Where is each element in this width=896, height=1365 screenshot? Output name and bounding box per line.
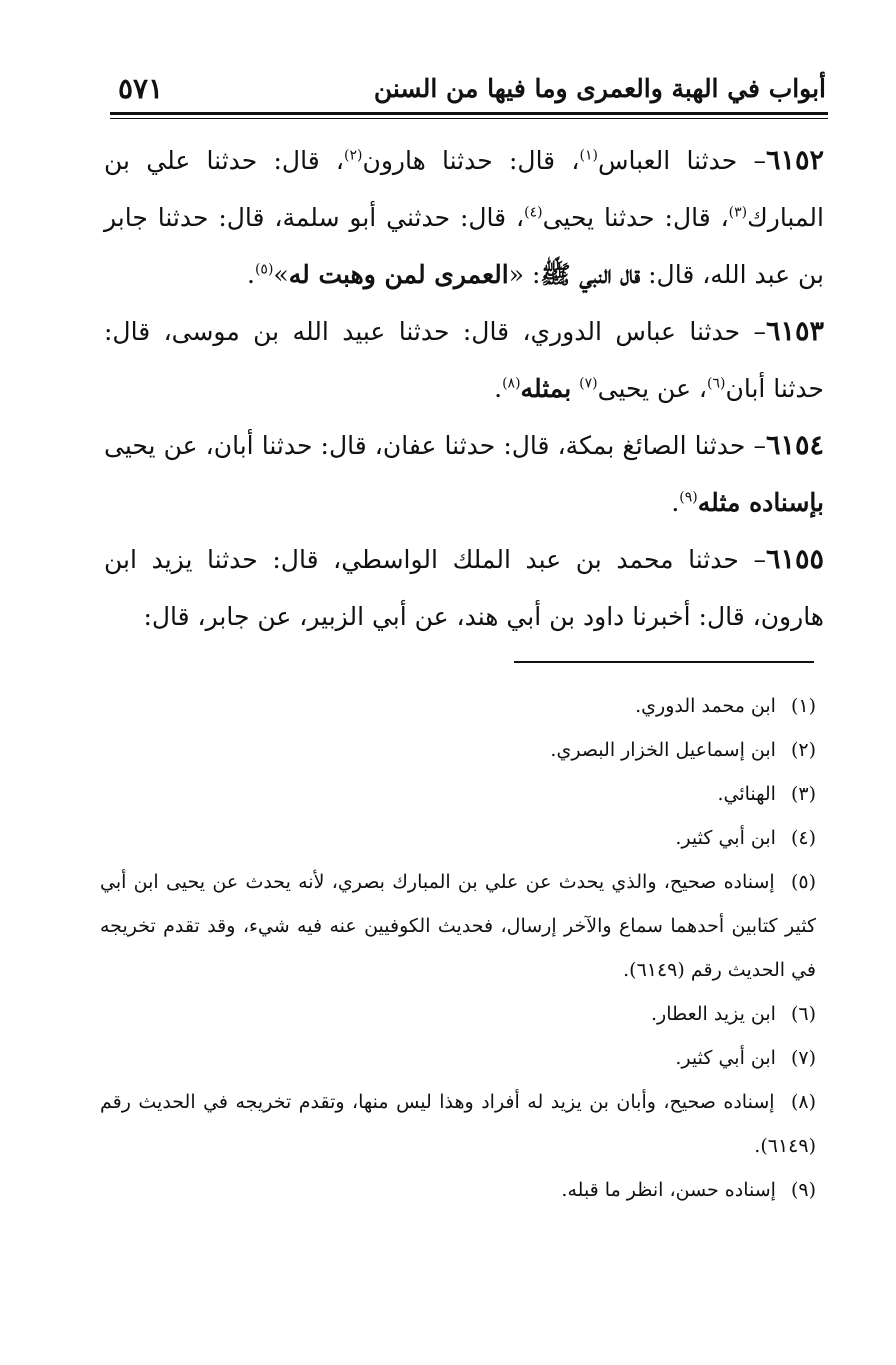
footnote-ref: (١)	[579, 147, 598, 164]
hadith-number: ٦١٥٤	[765, 430, 824, 461]
footnote-ref: (٣)	[728, 204, 748, 221]
hadith-6152: ٦١٥٢– حدثنا العباس$^{(١)}$، قال: حدثنا هارون$^{(٢)}$، قال: حدثنا علي بن المبارك$^{(٣)}$، قال: حدثنا يحيى$^{(٤)}$، قال: حدثني أبو سلمة، قال: حدثنا جابر بن عبد الله، قال: قال النبي ﷺ: «العمرى لمن وهبت له»$^{(٥)}$.	[104, 145, 824, 289]
footnote-number: (٦)	[790, 1003, 816, 1025]
footnote-ref: (٤)	[524, 204, 543, 221]
hadith-6155: ٦١٥٥– حدثنا محمد بن عبد الملك الواسطي، قال: حدثنا يزيد ابن هارون، قال: أخبرنا داود بن أبي هند، عن أبي الزبير، عن جابر، قال:	[104, 544, 824, 631]
page-number: ٥٧١	[118, 72, 164, 105]
footnote-number: (٤)	[790, 827, 816, 849]
hadith-text	[104, 132, 824, 645]
header-rule-thick	[110, 112, 828, 115]
footnote-number: (٧)	[790, 1047, 816, 1069]
footnote-number: (٢)	[790, 739, 816, 761]
running-header	[110, 66, 826, 112]
footnote-7	[100, 1036, 816, 1080]
footnote-text: الهنائي.	[717, 783, 776, 805]
footnote-ref: (٩)	[679, 489, 698, 506]
footnote-number: (١)	[790, 695, 816, 717]
hadith-6154: ٦١٥٤– حدثنا الصائغ بمكة، قال: حدثنا عفان، قال: حدثنا أبان، عن يحيى بإسناده مثله$^{(٩)}$.	[104, 430, 824, 517]
hadith-text-segment: حدثنا الصائغ بمكة، قال: حدثنا عفان، قال: حدثنا أبان، عن يحيى	[104, 431, 746, 460]
footnote-8	[100, 1080, 816, 1168]
hadith-text-segment: حدثنا العباس	[597, 146, 738, 175]
bold-phrase: بإسناده مثله	[697, 488, 824, 517]
footnote-separator	[514, 661, 814, 663]
footnote-ref: (٨)	[502, 375, 521, 392]
chapter-title: أبواب في الهبة والعمرى وما فيها من السنن	[373, 74, 826, 103]
bold-phrase: بمثله	[520, 374, 572, 403]
footnote-number: (٩)	[790, 1179, 816, 1201]
hadith-text-segment: .	[671, 488, 680, 517]
hadith-text-segment: ، عن يحيى	[597, 374, 707, 403]
hadith-number: ٦١٥٥	[765, 544, 824, 575]
hadith-text-segment: ، قال: حدثني أبو سلمة، قال: حدثنا جابر بن عبد الله، قال:	[104, 203, 824, 289]
header-rule-thin	[110, 118, 828, 119]
footnote-number: (٣)	[790, 783, 816, 805]
footnote-text: ابن إسماعيل الخزار البصري.	[550, 739, 776, 761]
hadith-text-segment: »	[273, 260, 289, 289]
hadith-text-segment: .	[494, 374, 503, 403]
footnote-9	[100, 1168, 816, 1212]
hadith-text-segment	[571, 374, 579, 403]
footnote-text: ابن محمد الدوري.	[635, 695, 776, 717]
hadith-text-segment: ، قال: حدثنا علي بن المبارك	[104, 146, 824, 232]
footnote-text: ابن أبي كثير.	[675, 827, 776, 849]
footnotes	[100, 684, 816, 1212]
footnote-text: ابن يزيد العطار.	[650, 1003, 776, 1025]
footnote-3	[100, 772, 816, 816]
footnote-ref: (٢)	[343, 147, 363, 164]
hadith-text-segment: ، قال: حدثنا يحيى	[542, 203, 729, 232]
hadith-number: ٦١٥٣	[765, 316, 824, 347]
footnote-2	[100, 728, 816, 772]
footnote-number: (٥)	[790, 871, 816, 893]
footnote-text: ابن أبي كثير.	[675, 1047, 776, 1069]
hadith-text-segment: حدثنا عباس الدوري، قال: حدثنا عبيد الله بن موسى، قال: حدثنا أبان	[104, 317, 824, 403]
hadith-text-segment: .	[247, 260, 255, 289]
footnote-number: (٨)	[790, 1091, 816, 1113]
footnote-ref: (٧)	[579, 375, 598, 392]
bold-phrase: قال النبي ﷺ	[540, 260, 641, 289]
footnote-text: إسناده صحيح، وأبان بن يزيد له أفراد وهذا ليس منها، وتقدم تخريجه في الحديث رقم (٦١٤٩).	[100, 1091, 816, 1157]
footnote-6	[100, 992, 816, 1036]
hadith-text-segment: ، قال: حدثنا هارون	[362, 146, 580, 175]
bold-phrase: العمرى لمن وهبت له	[288, 260, 509, 289]
footnote-5	[100, 860, 816, 992]
footnote-text: إسناده حسن، انظر ما قبله.	[561, 1179, 776, 1201]
hadith-text-segment: : «	[508, 260, 541, 289]
hadith-6153: ٦١٥٣– حدثنا عباس الدوري، قال: حدثنا عبيد الله بن موسى، قال: حدثنا أبان$^{(٦)}$، عن يحيى$^{(٧)}$ بمثله$^{(٨)}$.	[104, 316, 824, 403]
hadith-number: ٦١٥٢	[765, 145, 824, 176]
footnote-text: إسناده صحيح، والذي يحدث عن علي بن المبارك بصري، لأنه يحدث عن يحيى ابن أبي كثير كتابين أحدهما سماع والآخر إرسال، فحديث الكوفيين عنه فيه شيء، وقد تقدم تخريجه في الحديث رقم (٦١٤٩).	[100, 871, 816, 981]
footnote-ref: (٥)	[254, 261, 274, 278]
footnote-ref: (٦)	[707, 375, 726, 392]
hadith-text-segment: حدثنا محمد بن عبد الملك الواسطي، قال: حدثنا يزيد ابن هارون، قال: أخبرنا داود بن أبي هند، عن أبي الزبير، عن جابر، قال:	[104, 545, 824, 631]
footnote-4	[100, 816, 816, 860]
footnote-1	[100, 684, 816, 728]
